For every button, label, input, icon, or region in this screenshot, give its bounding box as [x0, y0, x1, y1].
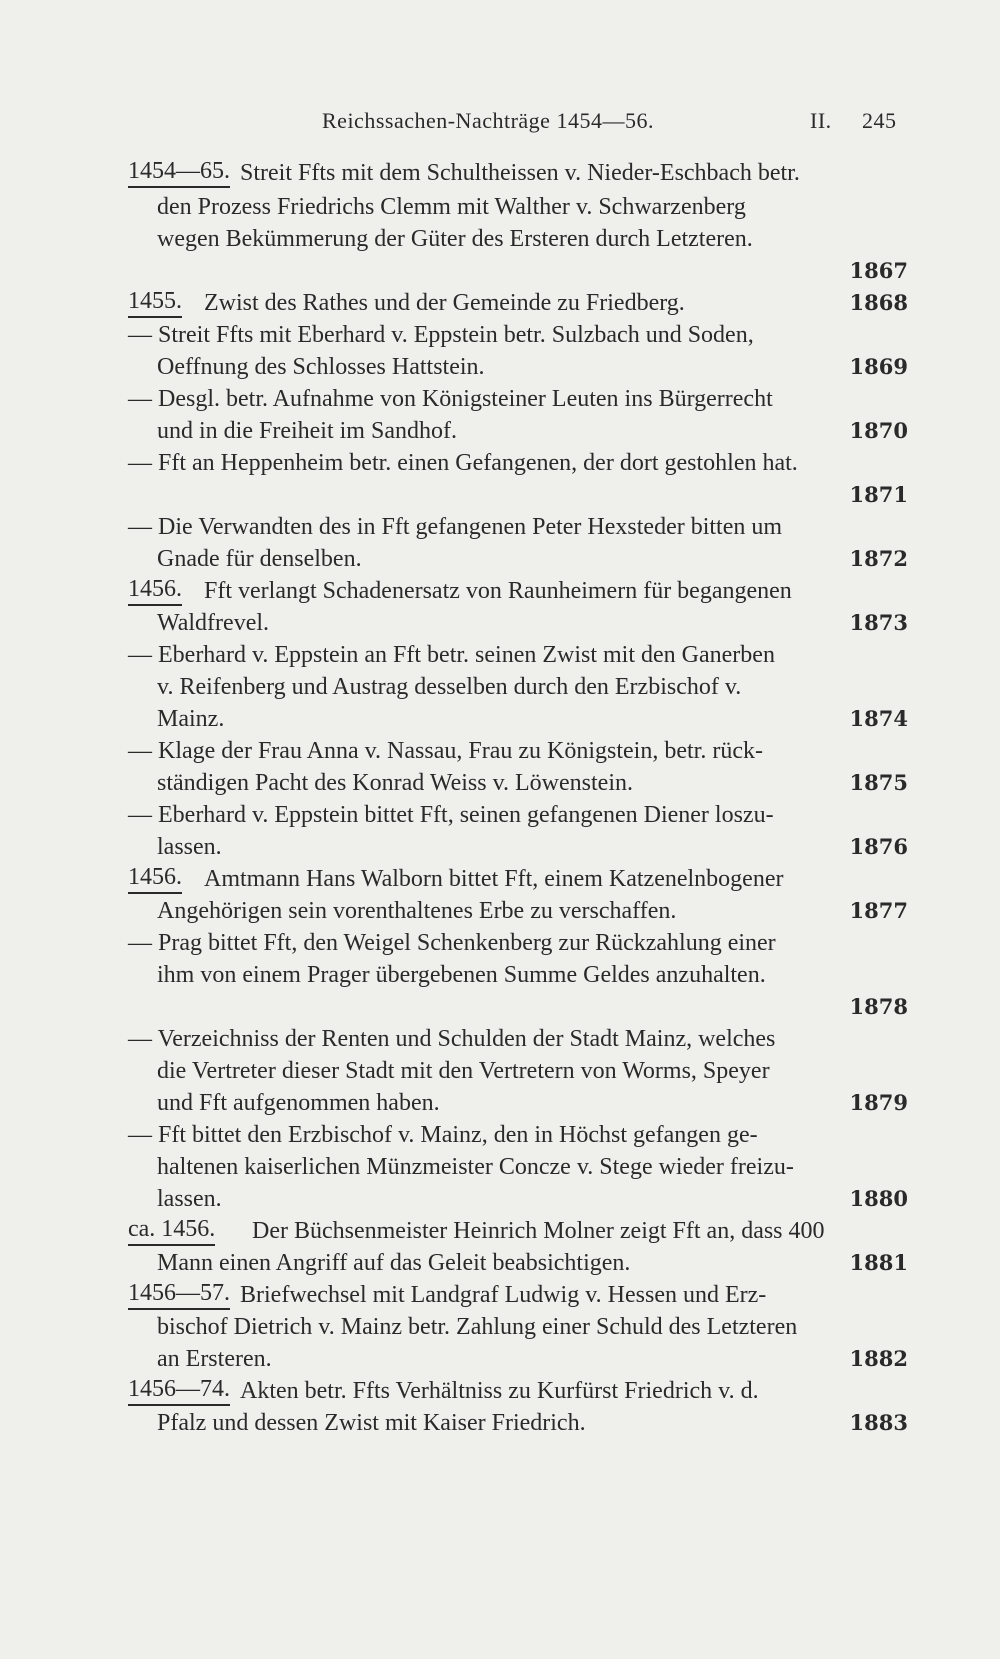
entry-date: 1454—65. — [128, 156, 230, 188]
text-line — [0, 222, 1000, 256]
text-line — [0, 1310, 1000, 1344]
entry-text: ihm von einem Prager übergebenen Summe Geldes anzuhalten. — [157, 962, 766, 988]
text-line — [0, 350, 1000, 384]
entry-text: und Fft aufgenommen haben. — [157, 1090, 440, 1116]
entry-text: Angehörigen sein vorenthaltenes Erbe zu verschaffen. — [157, 898, 677, 924]
entry-text: haltenen kaiserlichen Münzmeister Concze v. Stege wieder freizu- — [157, 1154, 794, 1180]
entry-number: 1875 — [849, 770, 908, 795]
text-line — [0, 606, 1000, 640]
text-line — [0, 574, 1000, 608]
text-line — [0, 542, 1000, 576]
running-title: Reichssachen-Nachträge 1454—56. — [322, 108, 654, 133]
entry-number: 1880 — [849, 1186, 908, 1211]
text-line — [0, 766, 1000, 800]
entry-text: Streit Ffts mit dem Schultheissen v. Nieder-Eschbach betr. — [240, 160, 800, 186]
text-line — [0, 638, 1000, 672]
page-number: 245 — [862, 108, 897, 133]
entry-text: Gnade für denselben. — [157, 546, 362, 572]
text-line — [0, 190, 1000, 224]
entry-text: lassen. — [157, 1186, 222, 1212]
text-line — [0, 798, 1000, 832]
entry-text: Mainz. — [157, 706, 225, 732]
entry-text: den Prozess Friedrichs Clemm mit Walther v. Schwarzenberg — [157, 194, 746, 220]
entry-text: — Streit Ffts mit Eberhard v. Eppstein betr. Sulzbach und Soden, — [128, 322, 754, 348]
entry-number: 1870 — [849, 418, 908, 443]
text-line — [0, 156, 1000, 190]
entry-text: Briefwechsel mit Landgraf Ludwig v. Hessen und Erz- — [240, 1282, 767, 1308]
entry-text: bischof Dietrich v. Mainz betr. Zahlung einer Schuld des Letzteren — [157, 1314, 798, 1340]
text-line — [0, 734, 1000, 768]
entry-text: lassen. — [157, 834, 222, 860]
entry-text: Zwist des Rathes und der Gemeinde zu Friedberg. — [204, 290, 685, 316]
entry-text: Waldfrevel. — [157, 610, 270, 636]
entry-text: — Fft an Heppenheim betr. einen Gefangenen, der dort gestohlen hat. — [128, 450, 798, 476]
entry-date: 1456—74. — [128, 1374, 230, 1406]
entry-number: 1873 — [849, 610, 908, 635]
text-line — [0, 1182, 1000, 1216]
entry-text: Amtmann Hans Walborn bittet Fft, einem Katzenelnbogener — [204, 866, 784, 892]
entry-text: Fft verlangt Schadenersatz von Raunheimern für begangenen — [204, 578, 792, 604]
text-line — [0, 286, 1000, 320]
text-line — [0, 702, 1000, 736]
text-line — [0, 1086, 1000, 1120]
entry-text: die Vertreter dieser Stadt mit den Vertretern von Worms, Speyer — [157, 1058, 770, 1084]
entry-text: — Verzeichniss der Renten und Schulden der Stadt Mainz, welches — [128, 1026, 776, 1052]
entry-number: 1882 — [849, 1346, 908, 1371]
text-line — [0, 1214, 1000, 1248]
text-line — [0, 510, 1000, 544]
entry-text: — Prag bittet Fft, den Weigel Schenkenberg zur Rückzahlung einer — [128, 930, 776, 956]
entry-number: 1872 — [849, 546, 908, 571]
text-line — [0, 1150, 1000, 1184]
entry-text: — Die Verwandten des in Fft gefangenen Peter Hexsteder bitten um — [128, 514, 783, 540]
text-line — [0, 254, 1000, 288]
entry-number: 1868 — [849, 290, 908, 315]
entry-date: 1455. — [128, 286, 182, 318]
entry-number: 1877 — [849, 898, 908, 923]
text-line — [0, 1246, 1000, 1280]
section-number: II. — [810, 108, 832, 133]
text-line — [0, 446, 1000, 480]
text-line — [0, 1054, 1000, 1088]
entry-date: ca. 1456. — [128, 1214, 215, 1246]
entry-number: 1879 — [849, 1090, 908, 1115]
entry-text: — Desgl. betr. Aufnahme von Königsteiner Leuten ins Bürgerrecht — [128, 386, 773, 412]
text-line — [0, 1022, 1000, 1056]
text-line — [0, 958, 1000, 992]
entry-number: 1881 — [849, 1250, 908, 1275]
text-line — [0, 1406, 1000, 1440]
text-line — [0, 894, 1000, 928]
text-line — [0, 862, 1000, 896]
text-line — [0, 926, 1000, 960]
entry-number: 1878 — [849, 994, 908, 1019]
entry-number: 1874 — [849, 706, 908, 731]
entry-number: 1876 — [849, 834, 908, 859]
entry-text: Akten betr. Ffts Verhältniss zu Kurfürst Friedrich v. d. — [240, 1378, 759, 1404]
entry-text: ständigen Pacht des Konrad Weiss v. Löwenstein. — [157, 770, 633, 796]
entry-number: 1869 — [849, 354, 908, 379]
entry-text: Oeffnung des Schlosses Hattstein. — [157, 354, 485, 380]
text-line — [0, 670, 1000, 704]
entry-date: 1456. — [128, 574, 182, 606]
entry-text: wegen Bekümmerung der Güter des Ersteren durch Letzteren. — [157, 226, 753, 252]
text-line — [0, 1118, 1000, 1152]
entry-text: — Fft bittet den Erzbischof v. Mainz, den in Höchst gefangen ge- — [128, 1122, 758, 1148]
entry-number: 1883 — [849, 1410, 908, 1435]
entry-text: Pfalz und dessen Zwist mit Kaiser Friedrich. — [157, 1410, 586, 1436]
entry-text: v. Reifenberg und Austrag desselben durch den Erzbischof v. — [157, 674, 742, 700]
text-line — [0, 414, 1000, 448]
text-line — [0, 990, 1000, 1024]
entry-date: 1456—57. — [128, 1278, 230, 1310]
entry-number: 1867 — [849, 258, 908, 283]
text-line — [0, 1374, 1000, 1408]
entry-text: Der Büchsenmeister Heinrich Molner zeigt Fft an, dass 400 — [252, 1218, 825, 1244]
text-line — [0, 830, 1000, 864]
entry-text: — Klage der Frau Anna v. Nassau, Frau zu Königstein, betr. rück- — [128, 738, 763, 764]
text-line — [0, 1342, 1000, 1376]
entry-text: — Eberhard v. Eppstein bittet Fft, seinen gefangenen Diener loszu- — [128, 802, 774, 828]
entry-number: 1871 — [849, 482, 908, 507]
entry-date: 1456. — [128, 862, 182, 894]
entry-text: an Ersteren. — [157, 1346, 272, 1372]
entry-text: und in die Freiheit im Sandhof. — [157, 418, 457, 444]
text-line — [0, 382, 1000, 416]
text-line — [0, 1278, 1000, 1312]
text-line — [0, 318, 1000, 352]
text-line — [0, 478, 1000, 512]
entry-text: Mann einen Angriff auf das Geleit beabsichtigen. — [157, 1250, 631, 1276]
entry-text: — Eberhard v. Eppstein an Fft betr. seinen Zwist mit den Ganerben — [128, 642, 775, 668]
